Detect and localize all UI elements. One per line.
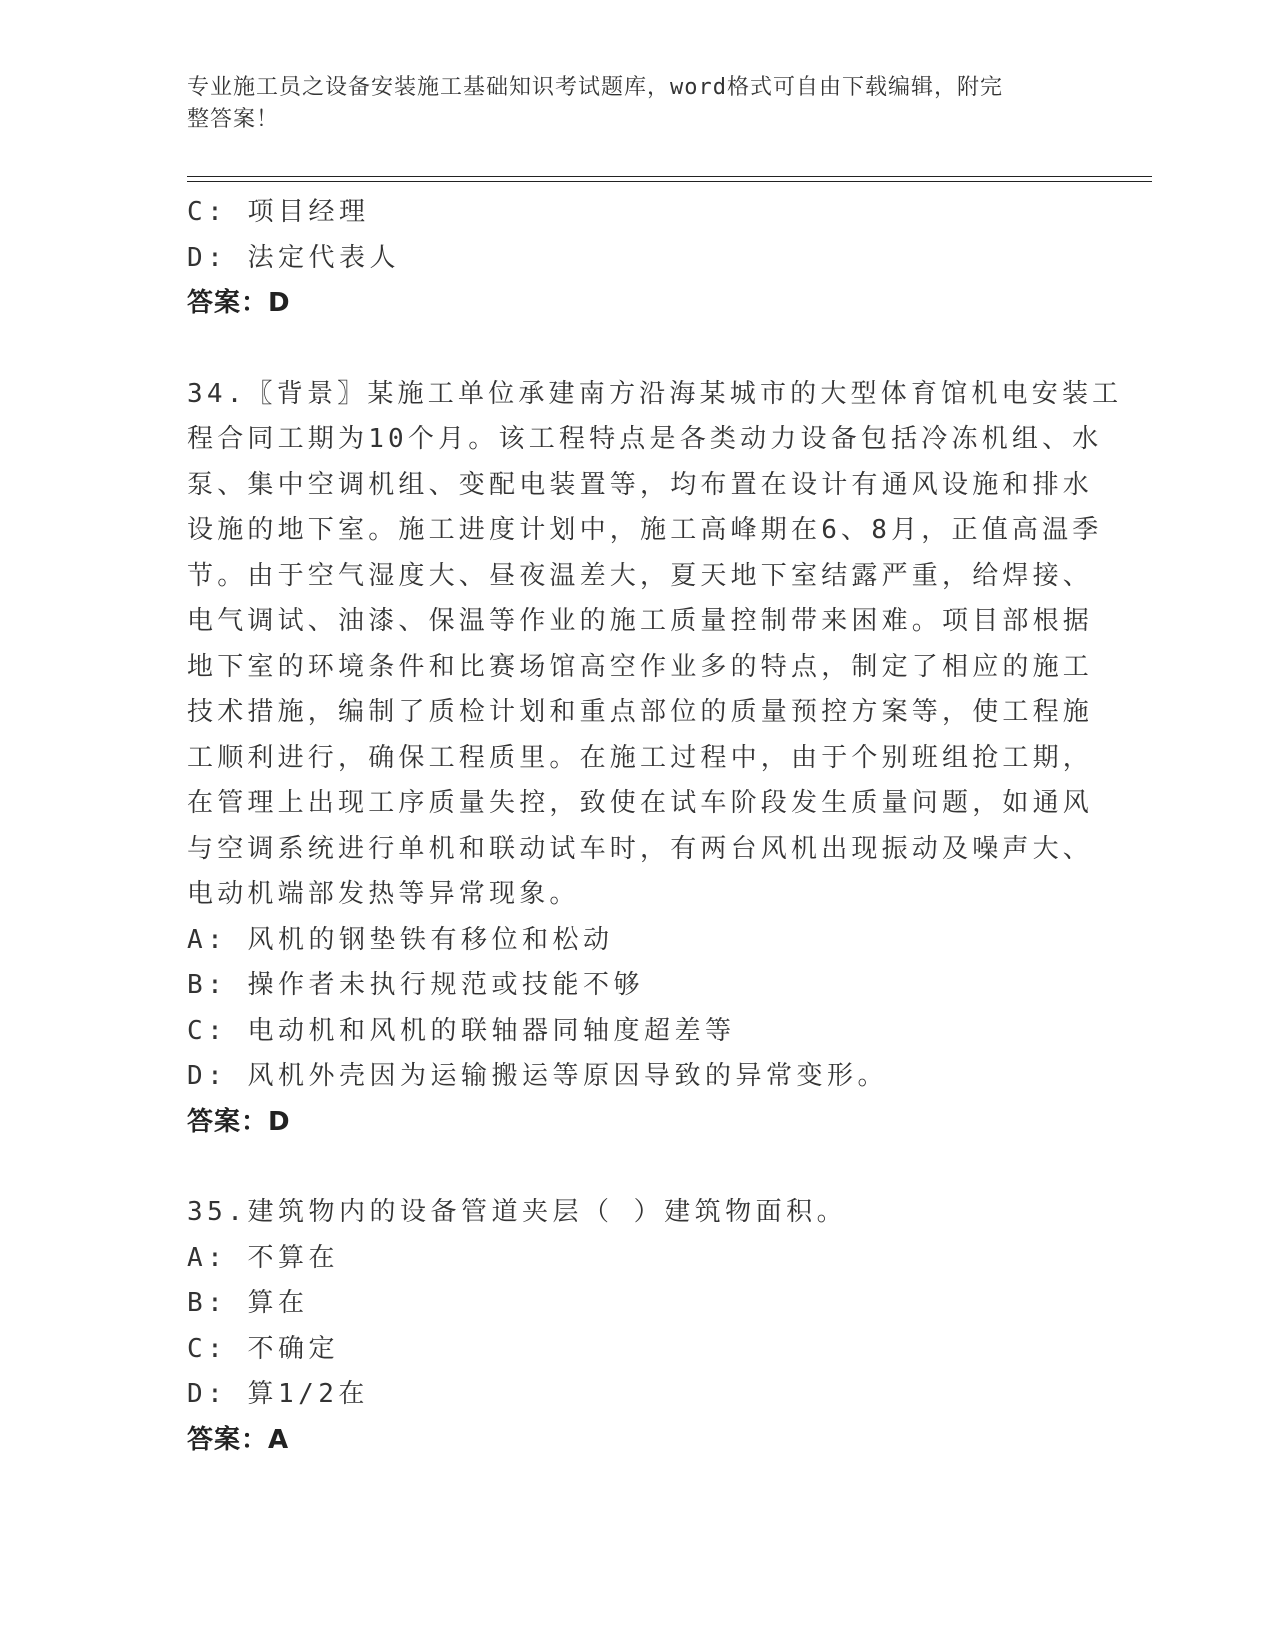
option-b: B: 算在 [187,1288,309,1318]
stem-line: 程合同工期为10个月。该工程特点是各类动力设备包括冷冻机组、水 [187,424,1103,454]
document-header [187,72,1067,136]
document-body [187,190,1123,1463]
option-a: A: 不算在 [187,1242,339,1273]
stem-line: 电气调试、油漆、保温等作业的施工质量控制带来困难。项目部根据 [187,606,1094,636]
answer-label: 答案：D [187,1106,291,1137]
stem-line: 电动机端部发热等异常现象。 [187,879,580,909]
stem-line: 34.〖背景〗某施工单位承建南方沿海某城市的大型体育馆机电安装工 [187,378,1123,409]
option-b: B: 操作者未执行规范或技能不够 [187,970,644,1000]
stem-line: 节。由于空气湿度大、昼夜温差大，夏天地下室结露严重，给焊接、 [187,560,1094,591]
option-c: C: 电动机和风机的联轴器同轴度超差等 [187,1015,736,1046]
stem-line: 设施的地下室。施工进度计划中，施工高峰期在6、8月，正值高温季 [187,515,1103,545]
option-c: C: 不确定 [187,1333,339,1364]
option-d: D: 风机外壳因为运输搬运等原因导致的异常变形。 [187,1061,888,1091]
option-c: C: 项目经理 [187,197,370,227]
stem-line: 工顺利进行，确保工程质里。在施工过程中，由于个别班组抢工期， [187,742,1094,773]
answer-label: 答案：A [187,1424,290,1455]
question-34 [187,372,1123,1146]
question-33-tail [187,190,1067,327]
option-a: A: 风机的钢垫铁有移位和松动 [187,924,614,955]
question-stem [187,372,1123,918]
header-divider [187,176,1152,177]
header-line: 专业施工员之设备安装施工基础知识考试题库，word格式可自由下载编辑，附完 [187,75,1003,100]
answer-label: 答案：D [187,288,291,318]
question-stem: 35.建筑物内的设备管道夹层（ ）建筑物面积。 [187,1197,848,1227]
option-d: D: 法定代表人 [187,242,400,273]
header-divider [187,181,1152,182]
stem-line: 地下室的环境条件和比赛场馆高空作业多的特点，制定了相应的施工 [187,651,1094,682]
stem-line: 泵、集中空调机组、变配电装置等，均布置在设计有通风设施和排水 [187,469,1094,500]
option-d: D: 算1/2在 [187,1379,369,1409]
stem-line: 技术措施，编制了质检计划和重点部位的质量预控方案等，使工程施 [187,697,1094,727]
question-35 [187,1190,1067,1463]
stem-line: 与空调系统进行单机和联动试车时，有两台风机出现振动及噪声大、 [187,833,1094,864]
stem-line: 在管理上出现工序质量失控，致使在试车阶段发生质量问题，如通风 [187,788,1094,818]
header-line: 整答案！ [187,107,280,132]
